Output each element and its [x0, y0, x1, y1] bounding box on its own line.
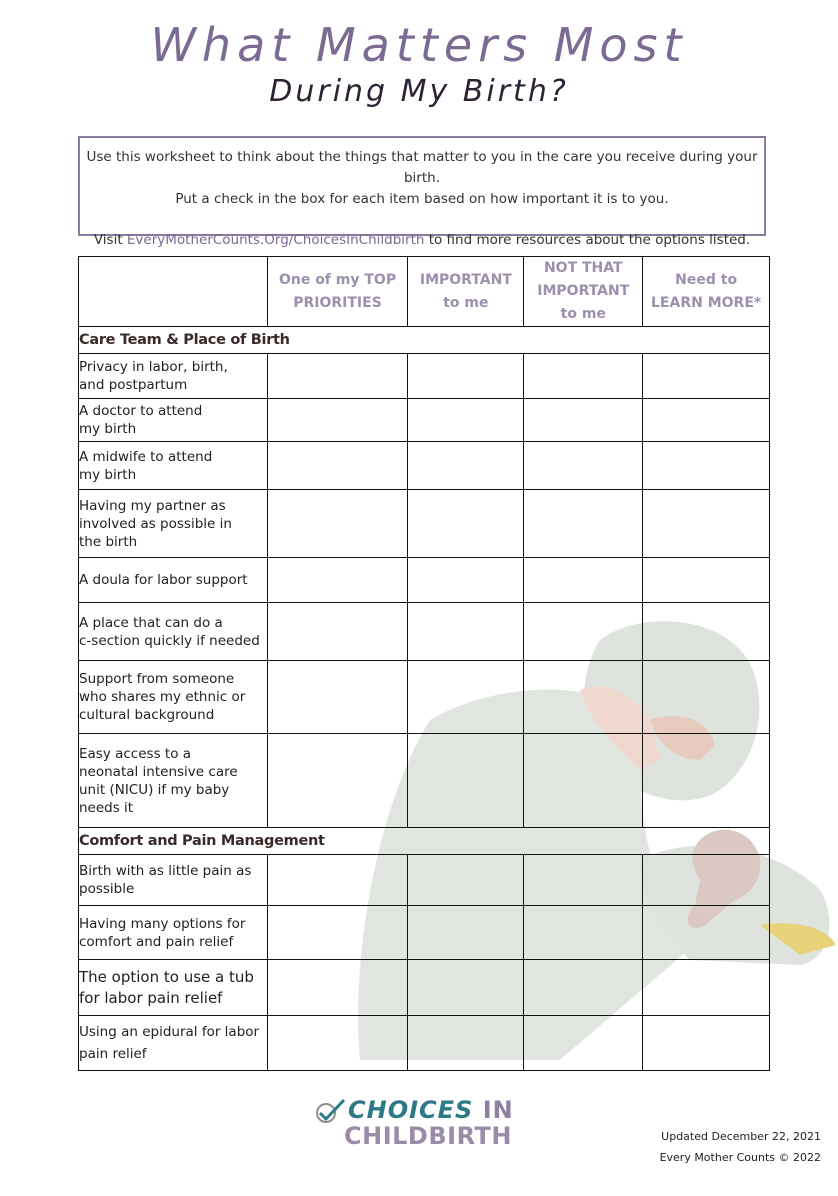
checkbox-not-important[interactable] [524, 734, 643, 828]
table-row [79, 490, 770, 558]
checkbox-top-priority[interactable] [267, 490, 408, 558]
intro-visit [80, 230, 764, 251]
checkbox-top-priority[interactable] [267, 1016, 408, 1071]
header-need-to-learn-more: Need to LEARN MORE* [643, 257, 770, 327]
item-label: Using an epidural for labor pain relief [79, 1016, 268, 1071]
item-label: Having many options for comfort and pain relief [79, 906, 268, 960]
checkbox-important[interactable] [408, 1016, 524, 1071]
table-row [79, 603, 770, 661]
table-row [79, 960, 770, 1016]
table-row [79, 661, 770, 734]
item-label: Easy access to a neonatal intensive care unit (NICU) if my baby needs it [79, 734, 268, 828]
checkbox-top-priority[interactable] [267, 906, 408, 960]
checkbox-important[interactable] [408, 490, 524, 558]
checkbox-important[interactable] [408, 734, 524, 828]
choices-in-childbirth-logo [314, 1092, 529, 1152]
item-label: Having my partner as involved as possible in the birth [79, 490, 268, 558]
checkbox-important[interactable] [408, 399, 524, 442]
table-row [79, 1016, 770, 1071]
checkbox-not-important[interactable] [524, 490, 643, 558]
logo-line-1: CHOICES IN [348, 1096, 514, 1124]
item-label: A midwife to attend my birth [79, 442, 268, 490]
copyright: Every Mother Counts © 2022 [659, 1151, 821, 1164]
checkmark-circle-icon [314, 1098, 346, 1126]
checkbox-top-priority[interactable] [267, 661, 408, 734]
table-row [79, 734, 770, 828]
checkbox-top-priority[interactable] [267, 734, 408, 828]
checkbox-learn-more[interactable] [643, 906, 770, 960]
header-top-priorities: One of my TOP PRIORITIES [267, 257, 408, 327]
table-row [79, 399, 770, 442]
section-row-comfort [79, 828, 770, 855]
checkbox-learn-more[interactable] [643, 855, 770, 906]
checkbox-important[interactable] [408, 603, 524, 661]
item-label: A doctor to attend my birth [79, 399, 268, 442]
section-title: Comfort and Pain Management [79, 828, 770, 855]
checkbox-learn-more[interactable] [643, 661, 770, 734]
checkbox-important[interactable] [408, 906, 524, 960]
priorities-table [78, 256, 770, 1071]
checkbox-not-important[interactable] [524, 603, 643, 661]
table-row [79, 855, 770, 906]
item-label: A place that can do a c-section quickly if needed [79, 603, 268, 661]
checkbox-important[interactable] [408, 354, 524, 399]
table-row [79, 442, 770, 490]
page-subtitle: During My Birth? [269, 74, 569, 109]
table-row [79, 906, 770, 960]
checkbox-important[interactable] [408, 960, 524, 1016]
checkbox-not-important[interactable] [524, 399, 643, 442]
header-important: IMPORTANT to me [408, 257, 524, 327]
checkbox-top-priority[interactable] [267, 354, 408, 399]
item-label: A doula for labor support [79, 558, 268, 603]
intro-line-2: Put a check in the box for each item based on how important it is to you. [175, 191, 669, 207]
checkbox-important[interactable] [408, 855, 524, 906]
visit-prefix: Visit [93, 232, 127, 248]
item-label: The option to use a tub for labor pain relief [79, 960, 268, 1016]
checkbox-not-important[interactable] [524, 354, 643, 399]
header-not-that-important: NOT THAT IMPORTANT to me [524, 257, 643, 327]
checkbox-learn-more[interactable] [643, 1016, 770, 1071]
table-header-row [79, 257, 770, 327]
table-row [79, 354, 770, 399]
checkbox-top-priority[interactable] [267, 399, 408, 442]
checkbox-top-priority[interactable] [267, 855, 408, 906]
checkbox-learn-more[interactable] [643, 558, 770, 603]
checkbox-important[interactable] [408, 442, 524, 490]
item-label: Birth with as little pain as possible [79, 855, 268, 906]
intro-line-1: Use this worksheet to think about the things that matter to you in the care you receive during your birth. [86, 149, 758, 186]
checkbox-important[interactable] [408, 558, 524, 603]
checkbox-top-priority[interactable] [267, 558, 408, 603]
table-row [79, 558, 770, 603]
checkbox-important[interactable] [408, 661, 524, 734]
checkbox-not-important[interactable] [524, 1016, 643, 1071]
checkbox-not-important[interactable] [524, 906, 643, 960]
checkbox-learn-more[interactable] [643, 442, 770, 490]
item-label: Support from someone who shares my ethnic or cultural background [79, 661, 268, 734]
checkbox-not-important[interactable] [524, 855, 643, 906]
checkbox-not-important[interactable] [524, 558, 643, 603]
logo-line-2: CHILDBIRTH [344, 1122, 512, 1150]
checkbox-learn-more[interactable] [643, 960, 770, 1016]
header-blank [79, 257, 268, 327]
updated-date: Updated December 22, 2021 [661, 1130, 821, 1143]
checkbox-learn-more[interactable] [643, 603, 770, 661]
checkbox-not-important[interactable] [524, 661, 643, 734]
item-label: Privacy in labor, birth, and postpartum [79, 354, 268, 399]
page-title: What Matters Most [150, 18, 688, 72]
checkbox-top-priority[interactable] [267, 442, 408, 490]
checkbox-learn-more[interactable] [643, 354, 770, 399]
visit-suffix: to find more resources about the options listed. [424, 232, 751, 248]
checkbox-learn-more[interactable] [643, 490, 770, 558]
checkbox-learn-more[interactable] [643, 734, 770, 828]
section-title: Care Team & Place of Birth [79, 327, 770, 354]
checkbox-not-important[interactable] [524, 960, 643, 1016]
checkbox-top-priority[interactable] [267, 603, 408, 661]
checkbox-top-priority[interactable] [267, 960, 408, 1016]
checkbox-not-important[interactable] [524, 442, 643, 490]
intro-box [78, 136, 766, 248]
resources-link[interactable]: EveryMotherCounts.Org/ChoicesInChildbirth [126, 232, 425, 248]
checkbox-learn-more[interactable] [643, 399, 770, 442]
section-row-care-team [79, 327, 770, 354]
